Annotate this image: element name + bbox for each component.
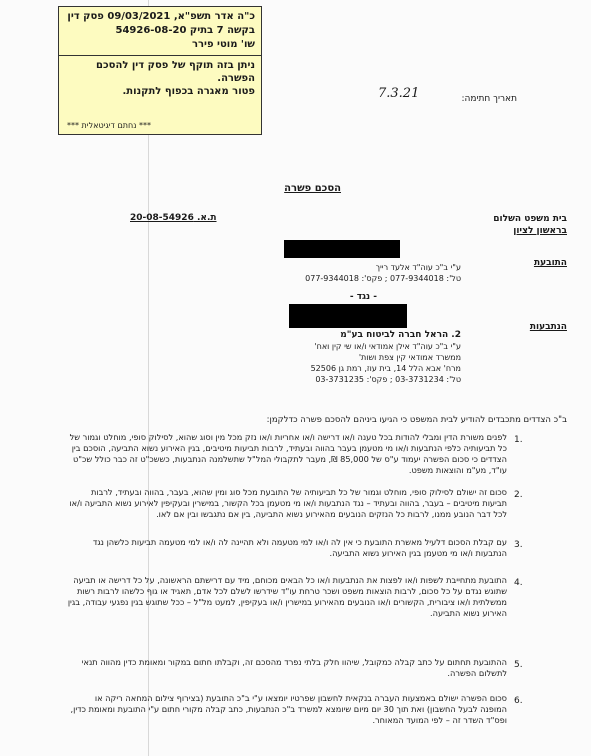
- plaintiff-attorney: [305, 262, 461, 284]
- paragraph-2: סכום זה ישולם לסילוק סופי, מוחלט וגמור של כל תביעותיה של התובעת מכל סוג ומין שהוא, בעבר, בהווה ובעתיד, לרבות תביעות מיטיבים – בעבר, בהווה ובעתיד – נגד הנתבעות ו/או מי מטעמן בכל הקשור, במישרין ובעקיפין לאירוע נשוא התביעה ו/או לכל דבר הנובע ממנו, לרבות כל הנזקים הנובעים מהאירוע נשוא התביעה, בין אם נתגבשו ובין אם לאו.: [69, 487, 507, 519]
- paragraph-number: 4.: [514, 578, 523, 588]
- paragraph-number: 2.: [514, 490, 523, 500]
- settlement-intro: ב"כ הצדדים מתכבדים להודיע לבית המשפט כי הגיעו ביניהם להסכם פשרה כדלקמן:: [266, 415, 567, 425]
- defendant2-address: מרח' אבא הלל 14, בית עוז, רמת גן 52506: [310, 364, 461, 373]
- stamp-ruling-line3: פטור מאגרה בכפוף לתקנות.: [122, 86, 255, 97]
- defendant2-rep1: ע"י ב"כ עוה"ד אילן אמודאי ו/או שי קין ואח': [314, 342, 461, 351]
- plaintiff-rep: ע"י ב"כ עוה"ד אלעד רייך: [375, 263, 461, 272]
- stamp-ruling: [59, 56, 261, 101]
- court-line2: בראשון לציון: [513, 226, 567, 236]
- stamp-request-line: בקשה 7 בתיק 54926-08-20: [115, 25, 255, 36]
- defendant2-rep2: ממשרד אמודאי קין צפת ושות': [358, 353, 461, 362]
- plaintiff-label: התובעת: [533, 258, 567, 268]
- redacted-defendant1-name: [289, 304, 407, 328]
- plaintiff-contact: טל': 077-9344018 ; פקס': 077-9344018: [305, 274, 461, 283]
- court-name: [493, 213, 567, 237]
- stamp-header: [59, 7, 261, 56]
- paragraph-3: עם קבלת הסכום דלעיל מאשרת התובעת כי אין לה ו/או למי מטעמה ולא תהיינה לה ו/או למי מטעמה תביעות כלשהן נגד הנתבעות ו/או מי מטעמן בגין האירוע נשוא התביעה.: [92, 537, 507, 558]
- versus-separator: - נגד -: [349, 292, 377, 302]
- stamp-ruling-line2: הפשרה.: [217, 73, 255, 84]
- redacted-plaintiff-name: [284, 240, 400, 258]
- paragraph-number: 1.: [514, 435, 523, 445]
- defendants-label: הנתבעות: [529, 322, 567, 332]
- paragraph-1: לפנים משורת הדין ומבלי להודות בכל טענה ו/או דרישה ו/או אחריות ו/או נזק מכל מין וסוג שהוא, לסילוק סופי, מוחלט וגמור של כל תביעותיה כלפי הנתבעות ו/או מי מטעמן בעבר בהווה ובעתיד, לרבות תביעות מיטיבים, בגין האירוע נשוא התביעה, הוסכם בין הצדדים כי סכום הפשרה יעמוד ע"ס של 85,000 ₪, מעבר לתקבולי המל"ל שתשלמנה הנתבעות, כששכ"ט זה כבר כולל שכ"ט עו"ד, מע"מ והוצאות משפט.: [69, 432, 507, 475]
- court-approval-stamp: [58, 6, 262, 135]
- paragraph-6: סכום הפשרה ישולם באמצעות העברה בנקאית לחשבון שפרטיו יומצאו ע"י ב"כ התובעת (בצירוף צילום המחאה ריקה או המופנה לבעל החשבון) ואת תוך 30 יום מיום שיומצא למשרד ב"כ הנתבעות, כתב קבלה מקורי חתום ע"י התובעת ומאומת כדין, ופס"ד השדר זה – לפי המועד המאוחר.: [70, 693, 507, 725]
- defendant2-block: [311, 330, 461, 385]
- paragraph-5: ההתובעת תחתום על כתב קבלה כמקובל, שיהוו חלק בלתי נפרד מהסכם זה, וקבלתו חתום במקור ומאומת כדין מהווה תנאי לתשלום הפשרה.: [81, 657, 507, 678]
- court-line1: בית משפט השלום: [493, 214, 567, 224]
- document-title: הסכם פשרה: [284, 183, 341, 194]
- defendant2-name: 2. הראל חברה לביטוח בע"מ: [340, 330, 461, 340]
- defendant2-contact: טל': 03-3731234 ; פקס': 03-3731235: [315, 375, 461, 384]
- stamp-judge-line: שו' מוטי פירר: [191, 39, 255, 50]
- signature-date-handwritten: 7.3.21: [378, 86, 420, 101]
- digital-signature-note: *** נחתם דיגיטאלית ***: [67, 121, 151, 130]
- case-number: ת.א. 20-08-54926: [130, 213, 217, 223]
- paragraph-4: התובעת מתחייבת לשפות ו/או לפצות את הנתבעות ו/או כל הבאים מכוחם, מיד עם דרישתם הראשונה, על כל דרישה או תביעה שתוגש נגדם על כל סכום, לרבות הוצאות משפט ושכר טרחת עו"ד שידרשו לשלם לכל אדם, תאגיד או גוף כלשהו לרבות רשות ממשלתית ו/או ציבורית, הקשורים ו/או הנובעים מהאירוע במישרין ו/או בעקיפין, למעט מל"ל – ככל שתוגש בגין נפגעי עבודה, בגין האירוע נשוא התביעה.: [67, 575, 507, 618]
- paragraph-number: 6.: [514, 696, 523, 706]
- stamp-date-line: כ"ה אדר תשפ"א, 09/03/2021 פסק דין: [67, 11, 255, 22]
- paragraph-number: 3.: [514, 540, 523, 550]
- paragraph-number: 5.: [514, 660, 523, 670]
- signature-date-label: תאריך חתימה:: [461, 94, 517, 104]
- stamp-ruling-line1: ניתן בזה תוקף של פסק דין להסכם: [96, 60, 255, 71]
